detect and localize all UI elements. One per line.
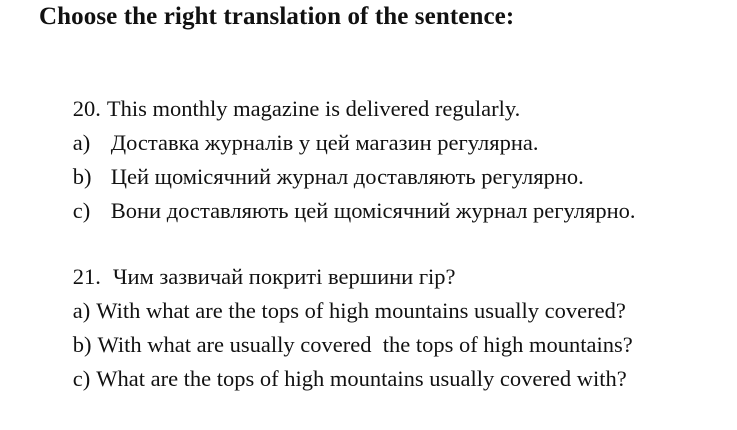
question-21 xyxy=(39,226,633,391)
option-text: Доставка журналів у цей магазин регулярна. xyxy=(110,130,539,155)
option-text: Вони доставляють цей щомісячний журнал регулярно. xyxy=(110,198,636,223)
option-marker: c) xyxy=(72,366,91,391)
option-marker: a) xyxy=(72,298,91,323)
option-marker: a) xyxy=(72,130,91,155)
question-21-number: 21. xyxy=(72,264,101,289)
question-20-prompt: This monthly magazine is delivered regularly. xyxy=(106,96,521,121)
option-text: With what are the tops of high mountains usually covered? xyxy=(96,298,626,323)
option-text: What are the tops of high mountains usually covered with? xyxy=(96,366,627,391)
question-21-stem xyxy=(39,226,633,289)
question-20-number: 20. xyxy=(72,96,101,121)
option-marker: b) xyxy=(72,164,92,189)
question-20 xyxy=(39,58,636,223)
question-21-prompt: Чим зазвичай покриті вершини гір? xyxy=(112,264,456,289)
option-marker: c) xyxy=(72,198,91,223)
option-marker: b) xyxy=(72,332,92,357)
option-text: Цей щомісячний журнал доставляють регулярно. xyxy=(110,164,584,189)
question-20-stem xyxy=(39,58,636,121)
worksheet-title: Choose the right translation of the sentence: xyxy=(39,3,515,30)
option-text: With what are usually covered the tops of high mountains? xyxy=(97,332,633,357)
